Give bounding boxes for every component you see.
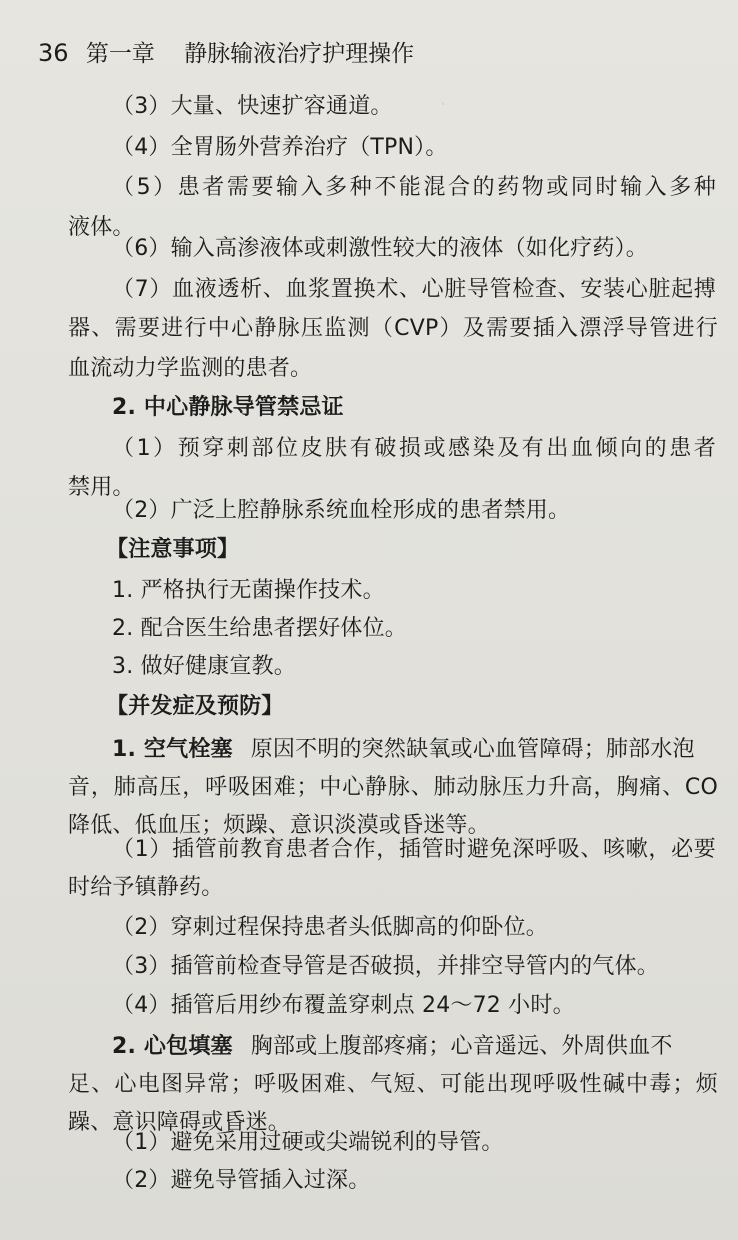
text-line: （2）避免导管插入过深。	[112, 1168, 371, 1193]
text-line: （7）血液透析、血浆置换术、心脏导管检查、安装心脏起搏	[112, 277, 716, 302]
text-line: 1. 严格执行无菌操作技术。	[112, 578, 385, 603]
text-line: 足、心电图异常；呼吸困难、气短、可能出现呼吸性碱中毒；烦	[68, 1072, 718, 1097]
text-line: （3）大量、快速扩容通道。	[112, 94, 393, 119]
text-span: 胸部或上腹部疼痛；心音遥远、外周供血不	[250, 1034, 673, 1059]
text-line: （1）插管前教育患者合作，插管时避免深呼吸、咳嗽，必要	[112, 837, 716, 862]
text-line: 躁、意识障碍或昏迷。	[68, 1110, 291, 1135]
subheading: 2. 心包填塞	[112, 1034, 233, 1059]
text-line: （4）全胃肠外营养治疗（TPN）。	[112, 135, 448, 160]
text-line: 时给予镇静药。	[68, 875, 224, 900]
text-line: （1）避免采用过硬或尖端锐利的导管。	[112, 1130, 504, 1155]
text-line: 2. 配合医生给患者摆好体位。	[112, 616, 407, 641]
text-line: 血流动力学监测的患者。	[68, 356, 313, 381]
section-heading: 【并发症及预防】	[106, 694, 284, 719]
text-span: 原因不明的突然缺氧或心血管障碍；肺部水泡	[250, 737, 695, 762]
subheading: 1. 空气栓塞	[112, 737, 233, 762]
section-heading: 2. 中心静脉导管禁忌证	[112, 395, 344, 420]
section-heading: 【注意事项】	[106, 537, 240, 562]
text-line: 器、需要进行中心静脉压监测（CVP）及需要插入漂浮导管进行	[68, 316, 718, 341]
text-line: 3. 做好健康宣教。	[112, 654, 296, 679]
text-line: （2）穿刺过程保持患者头低脚高的仰卧位。	[112, 915, 548, 940]
text-line	[112, 735, 716, 765]
text-line	[112, 1032, 716, 1062]
text-line: （3）插管前检查导管是否破损，并排空导管内的气体。	[112, 954, 659, 979]
running-header	[38, 38, 414, 69]
text-line: （4）插管后用纱布覆盖穿刺点 24～72 小时。	[112, 993, 575, 1018]
text-line: 液体。	[68, 215, 135, 240]
page-number: 36	[38, 39, 69, 67]
text-line: 禁用。	[68, 475, 135, 500]
text-line: 音，肺高压，呼吸困难；中心静脉、肺动脉压力升高，胸痛、CO	[68, 775, 718, 800]
text-line: （1）预穿刺部位皮肤有破损或感染及有出血倾向的患者	[112, 436, 716, 461]
chapter-title: 静脉输液治疗护理操作	[184, 41, 415, 67]
bleed-through-text: ·	[440, 92, 447, 116]
text-line: （6）输入高渗液体或刺激性较大的液体（如化疗药）。	[112, 236, 648, 261]
chapter-label: 第一章	[85, 41, 155, 67]
text-line: （5）患者需要输入多种不能混合的药物或同时输入多种	[112, 175, 716, 200]
text-line: （2）广泛上腔静脉系统血栓形成的患者禁用。	[112, 498, 571, 523]
text-line: 降低、低血压；烦躁、意识淡漠或昏迷等。	[68, 813, 490, 838]
